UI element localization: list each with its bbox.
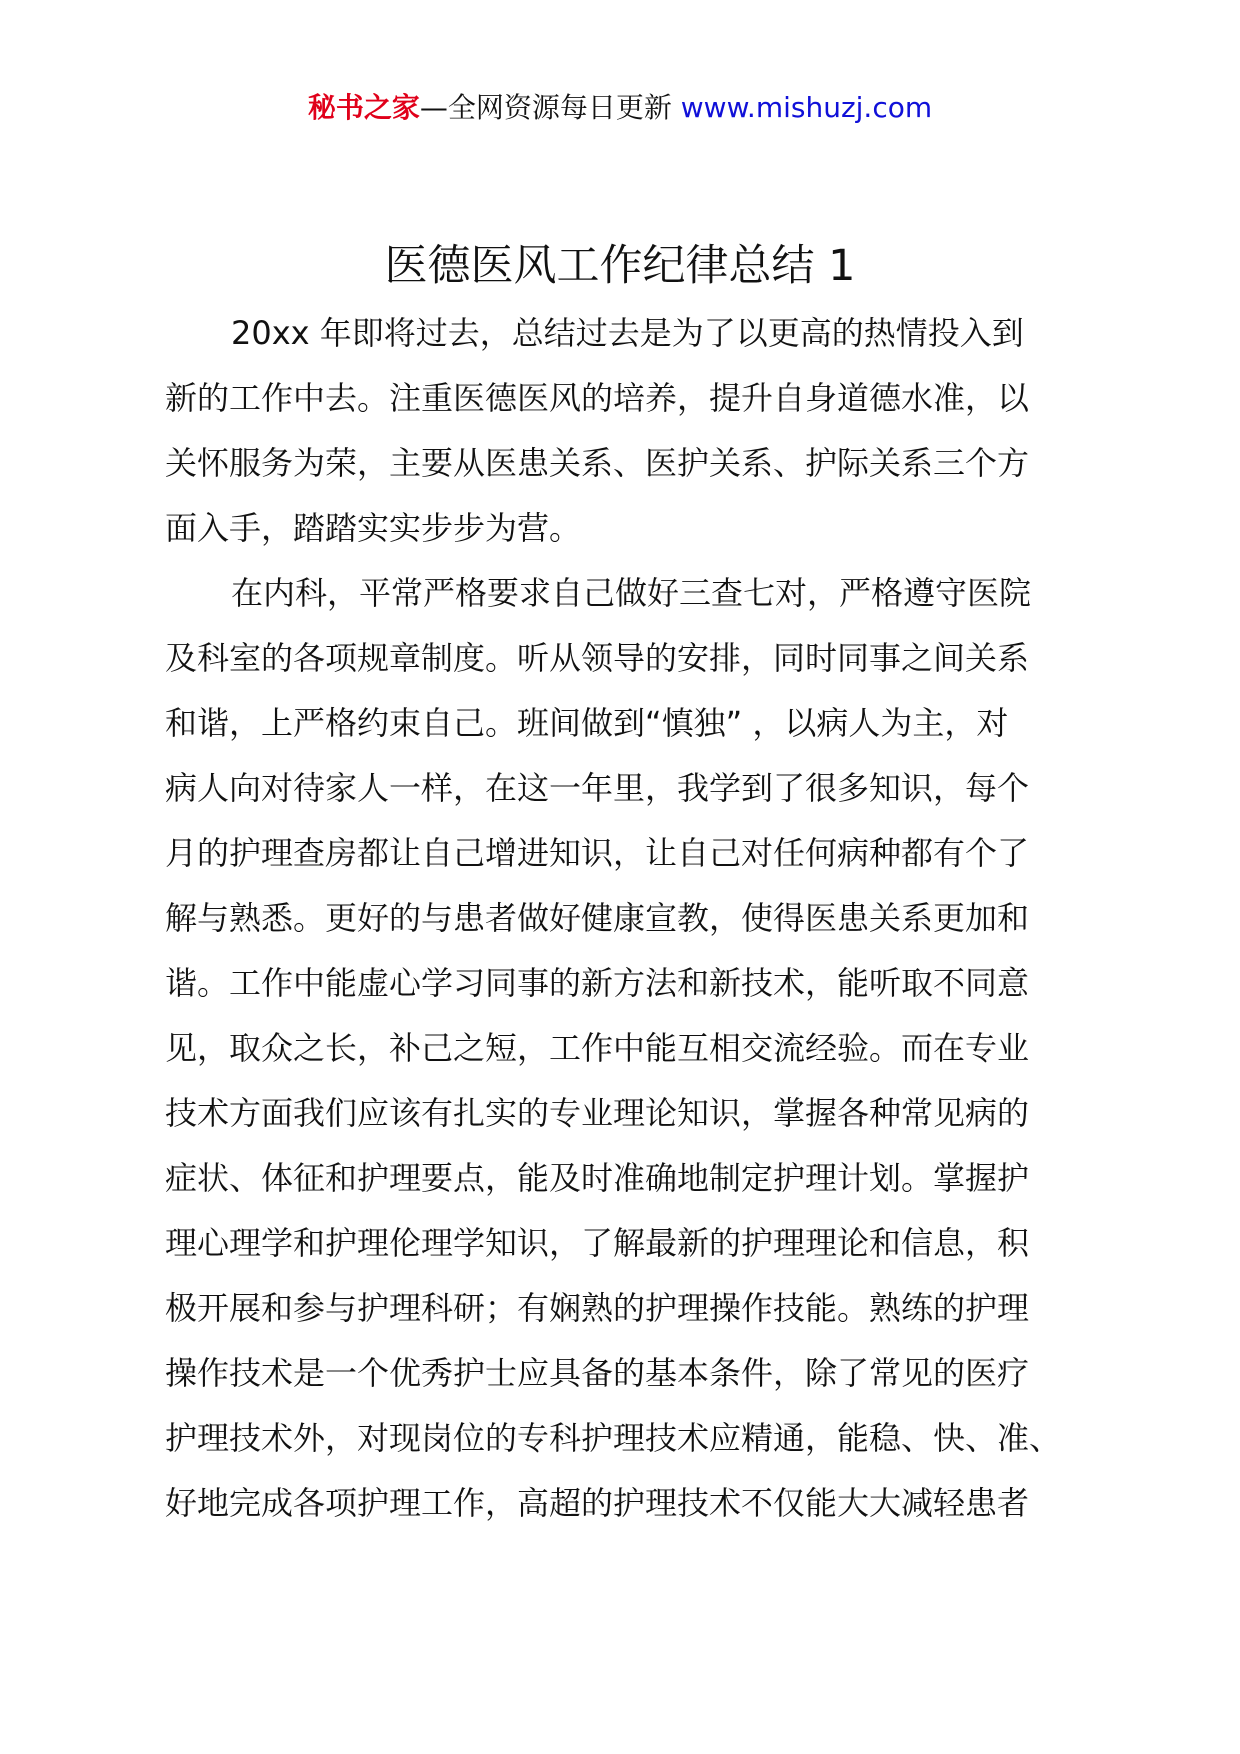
text-line: 20xx 年即将过去，总结过去是为了以更高的热情投入到 <box>231 314 1024 352</box>
document-title: 医德医风工作纪律总结 1 <box>384 241 856 291</box>
paragraph <box>165 301 1085 561</box>
text-line: 月的护理查房都让自己增进知识，让自己对任何病种都有个了 <box>165 834 1030 872</box>
text-line: 好地完成各项护理工作，高超的护理技术不仅能大大减轻患者 <box>165 1484 1030 1522</box>
text-line: 技术方面我们应该有扎实的专业理论知识，掌握各种常见病的 <box>165 1094 1030 1132</box>
text-line: 护理技术外，对现岗位的专科护理技术应精通，能稳、快、准、 <box>165 1419 1062 1457</box>
text-line: 解与熟悉。更好的与患者做好健康宣教，使得医患关系更加和 <box>165 899 1030 937</box>
text-line: 极开展和参与护理科研；有娴熟的护理操作技能。熟练的护理 <box>165 1289 1030 1327</box>
text-line: 关怀服务为荣，主要从医患关系、医护关系、护际关系三个方 <box>165 444 1030 482</box>
text-line: 新的工作中去。注重医德医风的培养，提升自身道德水准，以 <box>165 379 1030 417</box>
paragraph <box>165 561 1085 1536</box>
text-line: 病人向对待家人一样，在这一年里，我学到了很多知识，每个 <box>165 769 1030 807</box>
text-line: 面入手，踏踏实实步步为营。 <box>165 509 582 547</box>
site-brand: 秘书之家 <box>307 91 420 124</box>
text-line: 谐。工作中能虚心学习同事的新方法和新技术，能听取不同意 <box>165 964 1030 1002</box>
document-body <box>165 301 1085 1536</box>
site-url-link[interactable]: www.mishuzj.com <box>680 91 933 124</box>
text-line: 症状、体征和护理要点，能及时准确地制定护理计划。掌握护 <box>165 1159 1030 1197</box>
text-line: 见，取众之长，补己之短，工作中能互相交流经验。而在专业 <box>165 1029 1030 1067</box>
text-line: 在内科，平常严格要求自己做好三查七对，严格遵守医院 <box>231 574 1032 612</box>
text-line: 和谐，上严格约束自己。班间做到“慎独” ，以病人为主，对 <box>165 704 1009 742</box>
site-tagline: —全网资源每日更新 <box>419 91 681 124</box>
text-line: 操作技术是一个优秀护士应具备的基本条件，除了常见的医疗 <box>165 1354 1030 1392</box>
text-line: 及科室的各项规章制度。听从领导的安排，同时同事之间关系 <box>165 639 1030 677</box>
text-line: 理心理学和护理伦理学知识，了解最新的护理理论和信息，积 <box>165 1224 1030 1262</box>
page-header <box>0 88 1240 128</box>
